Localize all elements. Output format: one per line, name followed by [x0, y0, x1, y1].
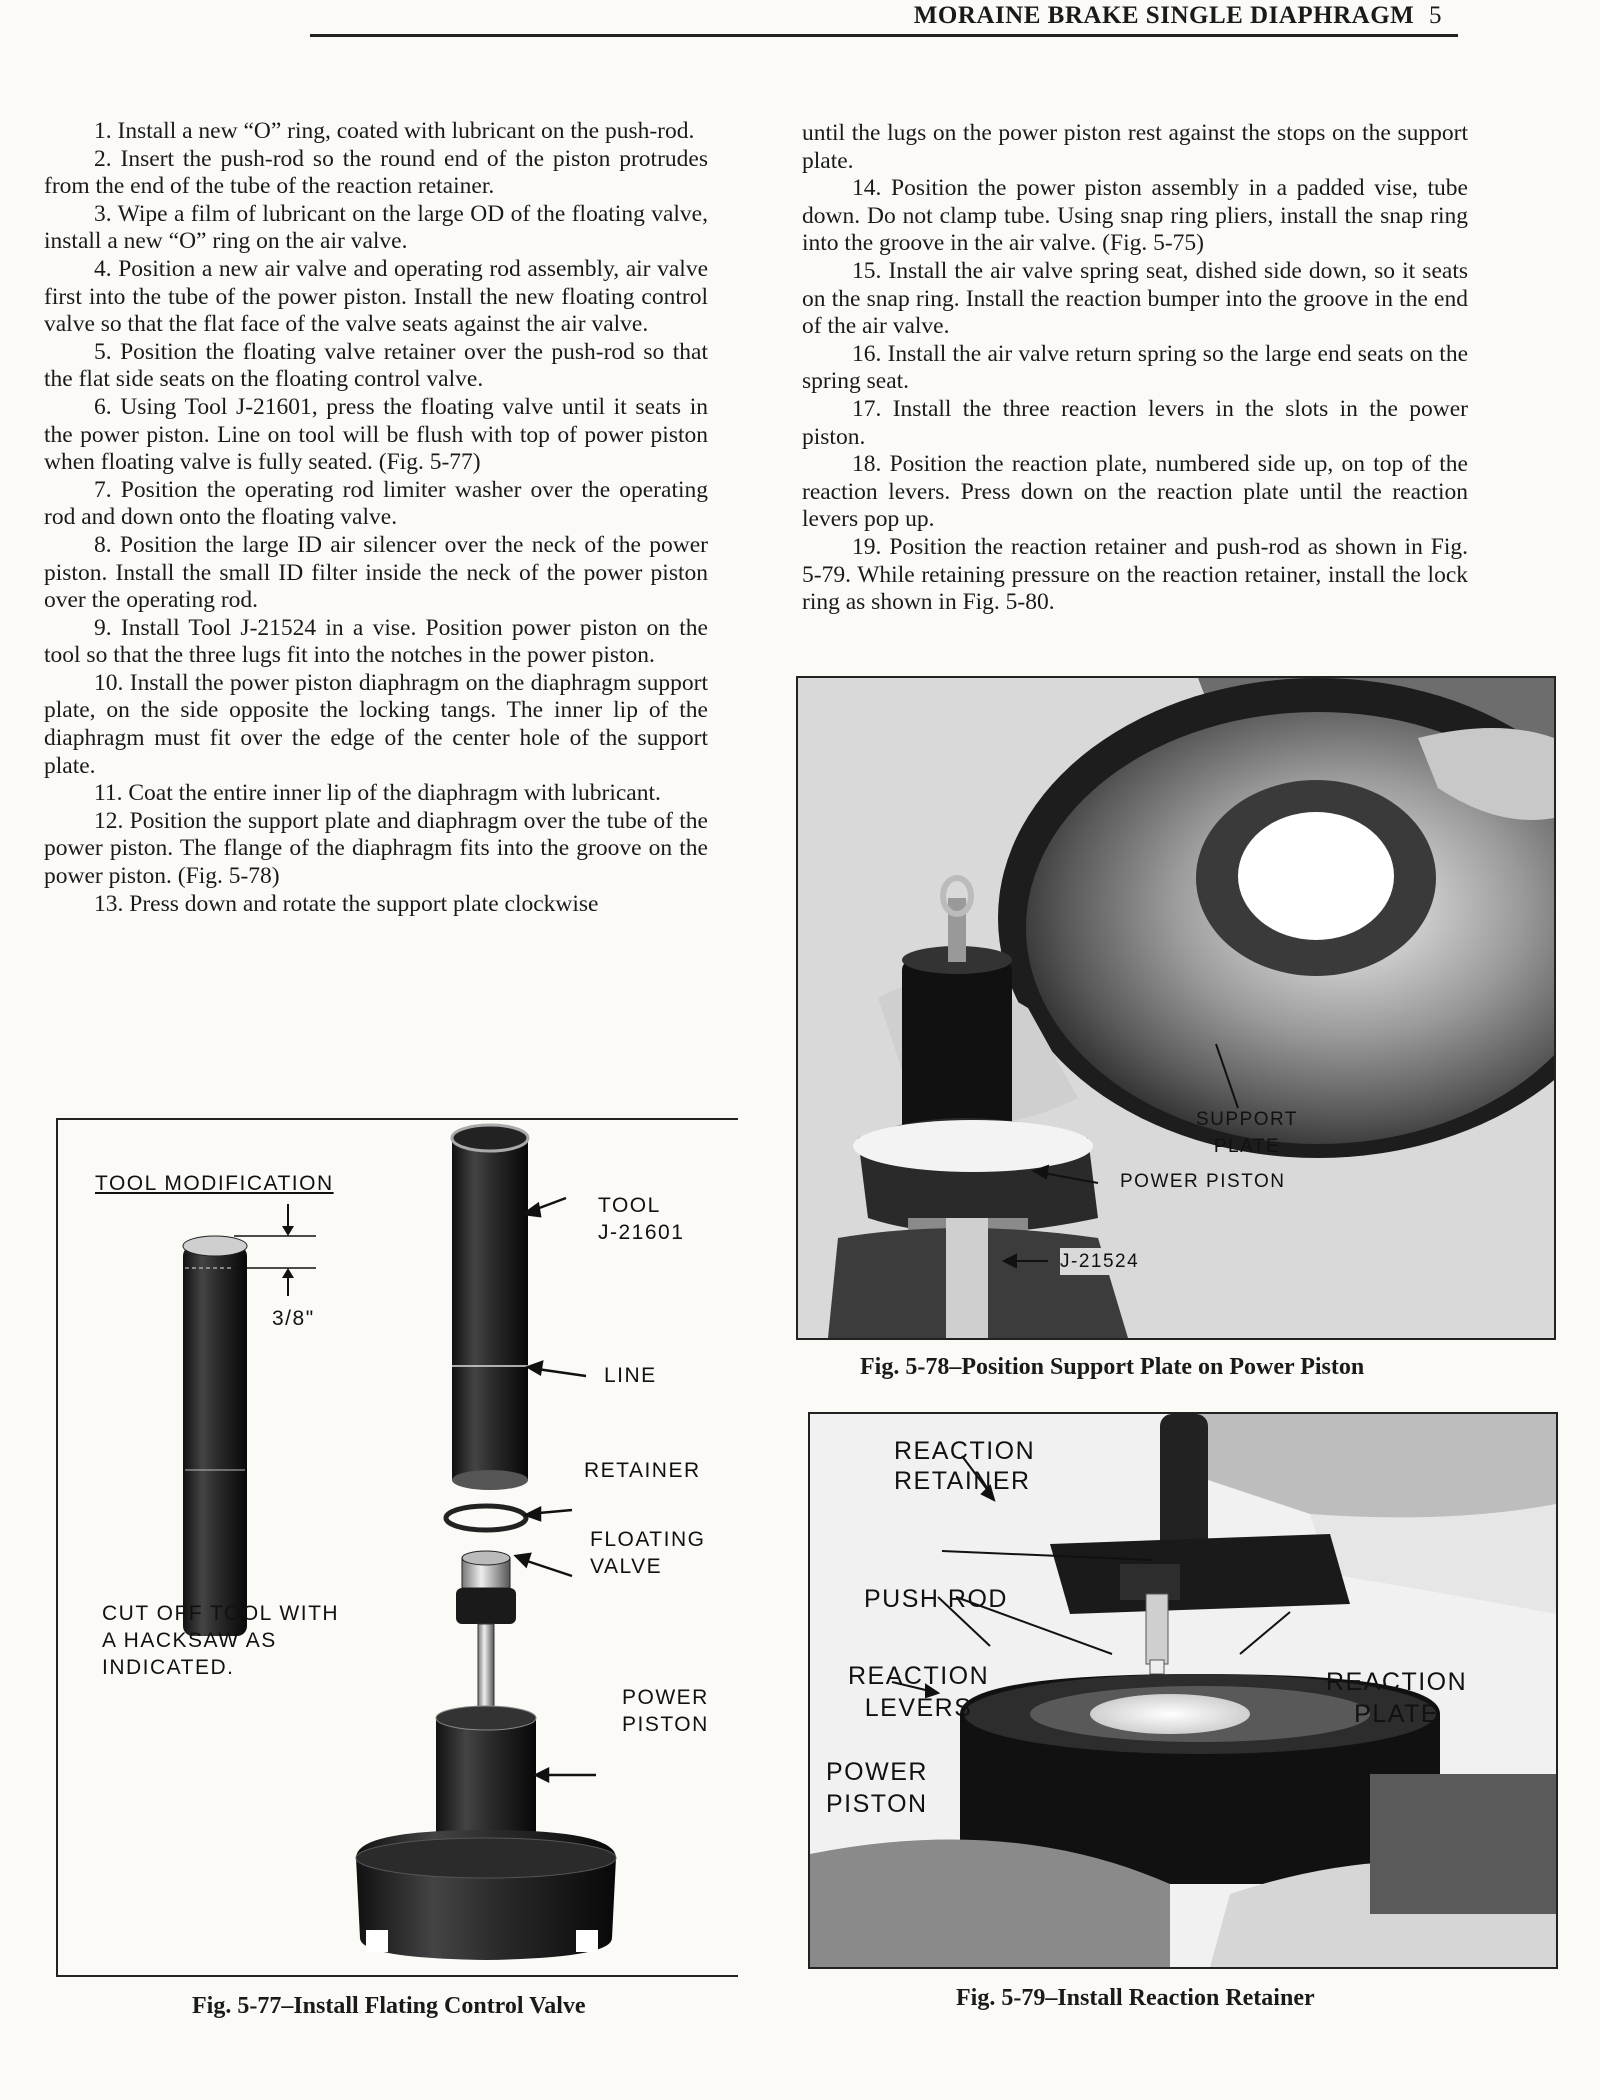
dimension-label: 3/8": [272, 1307, 315, 1330]
callout-floating-valve: FLOATING VALVE: [590, 1528, 706, 1578]
header-title-text: MORAINE BRAKE SINGLE DIAPHRAGM: [913, 2, 1415, 29]
page-number: 5: [1429, 2, 1442, 29]
header-title: [914, 2, 1442, 30]
callout-line: LINE: [604, 1364, 657, 1387]
step-18: 18. Position the reaction plate, numbered side up, on top of the reaction levers. Press down on the reaction plate until the reaction levers pop up.: [802, 451, 1468, 533]
figure-5-79-caption: Fig. 5-79–Install Reaction Retainer: [956, 1985, 1315, 2011]
step-19: 19. Position the reaction retainer and push-rod as shown in Fig. 5-79. While retaining pressure on the reaction retainer, install the lock ring as shown in Fig. 5-80.: [802, 533, 1468, 616]
callout-reaction-plate: REACTION PLATE: [1326, 1668, 1468, 1728]
left-text-column: [44, 118, 708, 918]
callout-reaction-levers: REACTION LEVERS: [848, 1662, 990, 1722]
callout-retainer: RETAINER: [584, 1459, 701, 1482]
step-2: 2. Insert the push-rod so the round end of the piston protrudes from the end of the tube of the reaction retainer.: [44, 145, 708, 200]
floating-valve-drawing: [456, 1551, 516, 1624]
step-13: 13. Press down and rotate the support plate clockwise: [94, 890, 599, 917]
step-3: 3. Wipe a film of lubricant on the large OD of the floating valve, install a new “O” ring on the air valve.: [44, 200, 708, 255]
figure-5-77-caption: Fig. 5-77–Install Flating Control Valve: [192, 1993, 586, 2019]
step-11: 11. Coat the entire inner lip of the diaphragm with lubricant.: [94, 780, 661, 807]
step-10: 10. Install the power piston diaphragm on the diaphragm support plate, on the side opposite the locking tangs. The inner lip of the diaphragm must fit over the edge of the center hole of the support plate.: [44, 669, 708, 779]
step-17: 17. Install the three reaction levers in the slots in the power piston.: [802, 395, 1468, 450]
step-12: 12. Position the support plate and diaphragm over the tube of the power piston. The flange of the diaphragm fits into the groove on the power piston. (Fig. 5-78): [44, 807, 708, 890]
step-8: 8. Position the large ID air silencer over the neck of the power piston. Install the small ID filter inside the neck of the power piston over the operating rod.: [44, 531, 708, 614]
retainer-ring: [446, 1506, 526, 1530]
step-4: 4. Position a new air valve and operating rod assembly, air valve first into the tube of the power piston. Install the new floating control valve so that the flat face of the valve seats against the air valve.: [44, 255, 708, 338]
step-15: 15. Install the air valve spring seat, dished side down, so it seats on the snap ring. Install the reaction bumper into the groove in the end of the air valve.: [802, 257, 1468, 340]
callout-j21524: J-21524: [1060, 1248, 1139, 1275]
cut-off-note: CUT OFF TOOL WITH A HACKSAW AS INDICATED.: [102, 1602, 340, 1679]
callout-reaction-retainer: REACTION RETAINER: [894, 1437, 1036, 1495]
header-rule: [310, 34, 1458, 37]
callout-power-piston: POWER PISTON: [622, 1686, 709, 1736]
callout-push-rod: PUSH ROD: [864, 1585, 1008, 1613]
power-piston-drawing: [356, 1706, 616, 1960]
figure-5-78-caption: Fig. 5-78–Position Support Plate on Power Piston: [860, 1354, 1365, 1380]
tool-j21601-drawing: [452, 1125, 528, 1490]
tool-modification-label: TOOL MODIFICATION: [95, 1172, 334, 1195]
page-header: [0, 0, 1600, 40]
figure-5-79-frame: [808, 1412, 1558, 1969]
right-text-column: [802, 120, 1468, 617]
callout-support-plate: SUPPORT PLATE: [1196, 1109, 1299, 1157]
step-16: 16. Install the air valve return spring so the large end seats on the spring seat.: [802, 340, 1468, 395]
step-13-continuation: until the lugs on the power piston rest against the stops on the support plate.: [802, 120, 1468, 174]
step-14: 14. Position the power piston assembly in a padded vise, tube down. Do not clamp tube. Using snap ring pliers, install the snap ring into the groove in the air valve. (Fig. 5-75): [802, 175, 1468, 257]
callout-power-piston-79: POWER PISTON: [826, 1758, 928, 1818]
step-7: 7. Position the operating rod limiter washer over the operating rod and down onto the floating valve.: [44, 476, 708, 531]
step-9: 9. Install Tool J-21524 in a vise. Position power piston on the tool so that the three lugs fit into the notches in the power piston.: [44, 614, 708, 669]
callout-tool-j21601: TOOL J-21601: [598, 1194, 685, 1244]
modified-tool-drawing: [183, 1204, 316, 1636]
figure-5-78-photo: [798, 678, 1554, 1338]
callout-power-piston-78: POWER PISTON: [1120, 1168, 1285, 1195]
step-5: 5. Position the floating valve retainer over the push-rod so that the flat side seats on the floating control valve.: [44, 338, 708, 393]
step-6: 6. Using Tool J-21601, press the floating valve until it seats in the power piston. Line on tool will be flush with top of power piston when floating valve is fully seated. (Fig. 5-77): [44, 393, 708, 476]
figure-5-78-frame: [796, 676, 1556, 1340]
step-1: 1. Install a new “O” ring, coated with lubricant on the push-rod.: [94, 118, 695, 144]
